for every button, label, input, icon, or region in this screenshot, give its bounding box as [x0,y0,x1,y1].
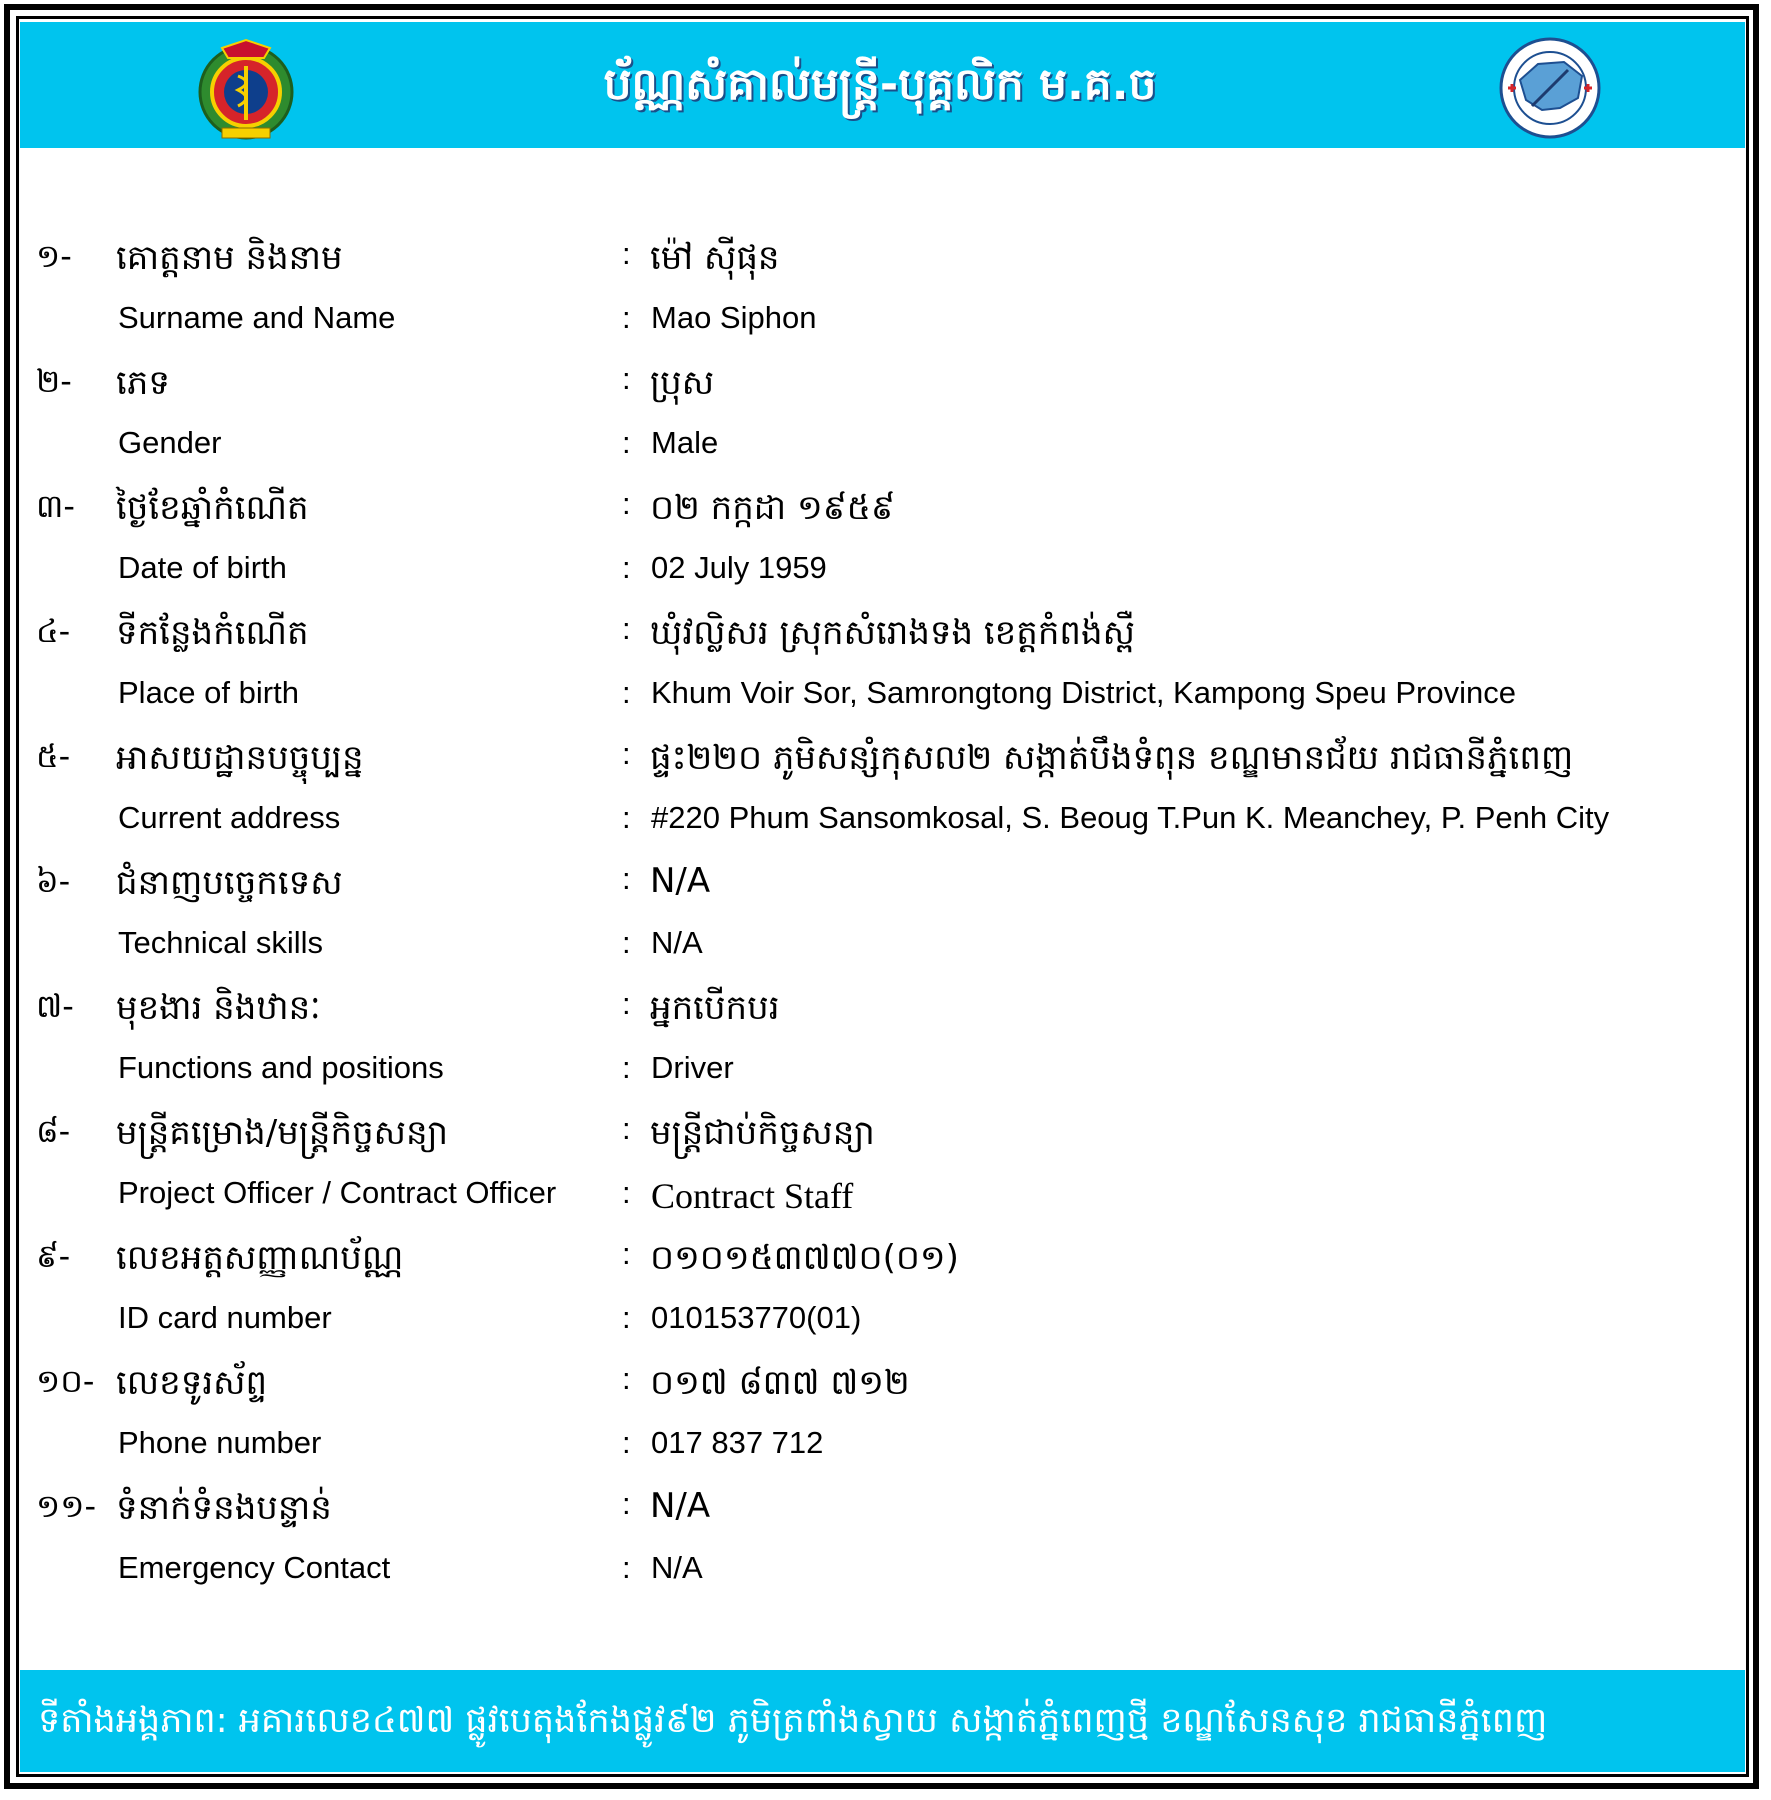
field-label-khmer: មន្ត្រីគម្រោង/មន្ត្រីកិច្ចសន្យា [116,1113,449,1153]
field-separator: : [622,486,631,521]
office-location-text: ទីតាំងអង្គភាព: អគារលេខ៤៧៧ ផ្លូវបេតុងកែងផ្លូវ៩២ ភូមិត្រពាំងស្វាយ សង្កាត់ភ្នំពេញថ្មី ខណ្ឌសែនសុខ រាជធានីភ្នំពេញ [38,1701,1548,1741]
field-separator: : [622,361,631,396]
field-row-english [0,800,1771,856]
field-number: ១- [36,237,72,275]
card-title: ប័ណ្ណសំគាល់មន្ត្រី-បុគ្គលិក ម.គ.ច [603,59,1157,110]
field-row-english [0,1050,1771,1106]
field-label-english: ID card number [118,1300,332,1335]
field-value-english: Contract Staff [651,1176,854,1216]
field-label-english: Project Officer / Contract Officer [118,1175,557,1210]
field-value-english: N/A [651,925,703,960]
field-value-english: 010153770(01) [651,1300,862,1335]
field-row-khmer [0,236,1771,292]
field-label-english: Current address [118,800,341,835]
field-separator: : [622,1111,631,1146]
field-row-english [0,1425,1771,1481]
field-value-khmer: ប្រុស [650,363,715,403]
field-separator: : [622,1236,631,1271]
field-separator: : [622,425,631,460]
field-label-khmer: ទំនាក់ទំនងបន្ទាន់ [116,1488,332,1528]
field-row-khmer [0,986,1771,1042]
field-row-english [0,425,1771,481]
field-label-english: Emergency Contact [118,1550,391,1585]
header-band [20,22,1745,148]
field-row-english [0,1550,1771,1606]
field-label-english: Technical skills [118,925,324,960]
field-row-khmer [0,1486,1771,1542]
field-value-khmer: N/A [650,1486,711,1526]
field-label-english: Phone number [118,1425,322,1460]
field-value-khmer: ផ្ទះ២២០ ភូមិសន្សំកុសល២ សង្កាត់បឹងទំពុន ខណ្ឌមានជ័យ រាជធានីភ្នំពេញ [650,738,1574,778]
field-separator: : [622,986,631,1021]
field-separator: : [622,1486,631,1521]
field-value-khmer: ០១០១៥៣៧៧០(០១) [650,1238,959,1278]
field-row-english [0,300,1771,356]
field-separator: : [622,1300,631,1335]
field-value-english: 017 837 712 [651,1425,824,1460]
field-number: ៩- [36,1237,71,1275]
field-row-khmer [0,611,1771,667]
field-separator: : [622,236,631,271]
field-separator: : [622,1050,631,1085]
field-value-khmer: N/A [650,861,711,901]
field-row-khmer [0,361,1771,417]
field-row-khmer [0,1361,1771,1417]
field-value-khmer: ០២ កក្កដា ១៩៥៩ [650,488,895,528]
field-number: ៥- [36,737,71,775]
ministry-emblem-icon [192,36,300,144]
field-separator: : [622,300,631,335]
field-value-english: Driver [651,1050,734,1085]
field-row-khmer [0,736,1771,792]
field-number: ៧- [36,987,74,1025]
field-row-khmer [0,861,1771,917]
field-value-english: N/A [651,1550,703,1585]
field-separator: : [622,925,631,960]
field-number: ៣- [36,487,75,525]
field-separator: : [622,736,631,771]
field-label-khmer: លេខទូរស័ព្ទ [116,1363,268,1403]
field-number: ១១- [36,1487,96,1525]
field-label-english: Place of birth [118,675,299,710]
field-value-khmer: ម៉ៅ ស៊ីផុន [650,238,780,278]
field-value-english: Khum Voir Sor, Samrongtong District, Kampong Speu Province [651,675,1516,710]
field-row-english [0,925,1771,981]
field-label-khmer: ជំនាញបច្ចេកទេស [116,863,343,903]
footer-band [20,1670,1745,1772]
field-separator: : [622,1425,631,1460]
field-value-khmer: អ្នកបើកបរ [650,988,780,1028]
field-row-english [0,675,1771,731]
field-separator: : [622,611,631,646]
field-value-english: #220 Phum Sansomkosal, S. Beoug T.Pun K. Meanchey, P. Penh City [651,800,1610,835]
field-label-khmer: ថ្ងៃខែឆ្នាំកំណើត [116,488,309,528]
field-row-english [0,1175,1771,1231]
field-label-english: Functions and positions [118,1050,444,1085]
field-row-english [0,1300,1771,1356]
field-row-khmer [0,1236,1771,1292]
field-value-khmer: ឃុំវល្លិសរ ស្រុកសំរោងទង ខេត្តកំពង់ស្ពឺ [650,613,1135,653]
field-number: ៨- [36,1112,71,1150]
field-separator: : [622,1550,631,1585]
field-separator: : [622,861,631,896]
cnm-map-logo-icon [1498,36,1602,140]
field-label-english: Date of birth [118,550,287,585]
field-separator: : [622,1175,631,1210]
field-label-khmer: លេខអត្តសញ្ញាណប័ណ្ណ [116,1238,404,1278]
field-label-khmer: អាសយដ្ឋានបច្ចុប្បន្ន [116,738,364,778]
field-separator: : [622,675,631,710]
field-label-khmer: មុខងារ និងឋានៈ [116,988,321,1028]
field-value-english: Mao Siphon [651,300,817,335]
field-separator: : [622,550,631,585]
field-number: ១០- [36,1362,95,1400]
field-separator: : [622,1361,631,1396]
field-value-khmer: ០១៧ ៨៣៧ ៧១២ [650,1363,910,1403]
field-number: ៤- [36,612,71,650]
field-row-khmer [0,1111,1771,1167]
field-value-english: 02 July 1959 [651,550,827,585]
field-label-khmer: ទីកន្លែងកំណើត [116,613,309,653]
field-label-khmer: គោត្តនាម និងនាម [116,238,343,278]
field-label-english: Gender [118,425,222,460]
field-label-khmer: ភេទ [116,363,170,403]
field-row-english [0,550,1771,606]
field-number: ២- [36,362,72,400]
field-value-khmer: មន្ត្រីជាប់កិច្ចសន្យា [650,1113,875,1153]
field-value-english: Male [651,425,719,460]
field-separator: : [622,800,631,835]
field-label-english: Surname and Name [118,300,396,335]
field-row-khmer [0,486,1771,542]
field-number: ៦- [36,862,71,900]
